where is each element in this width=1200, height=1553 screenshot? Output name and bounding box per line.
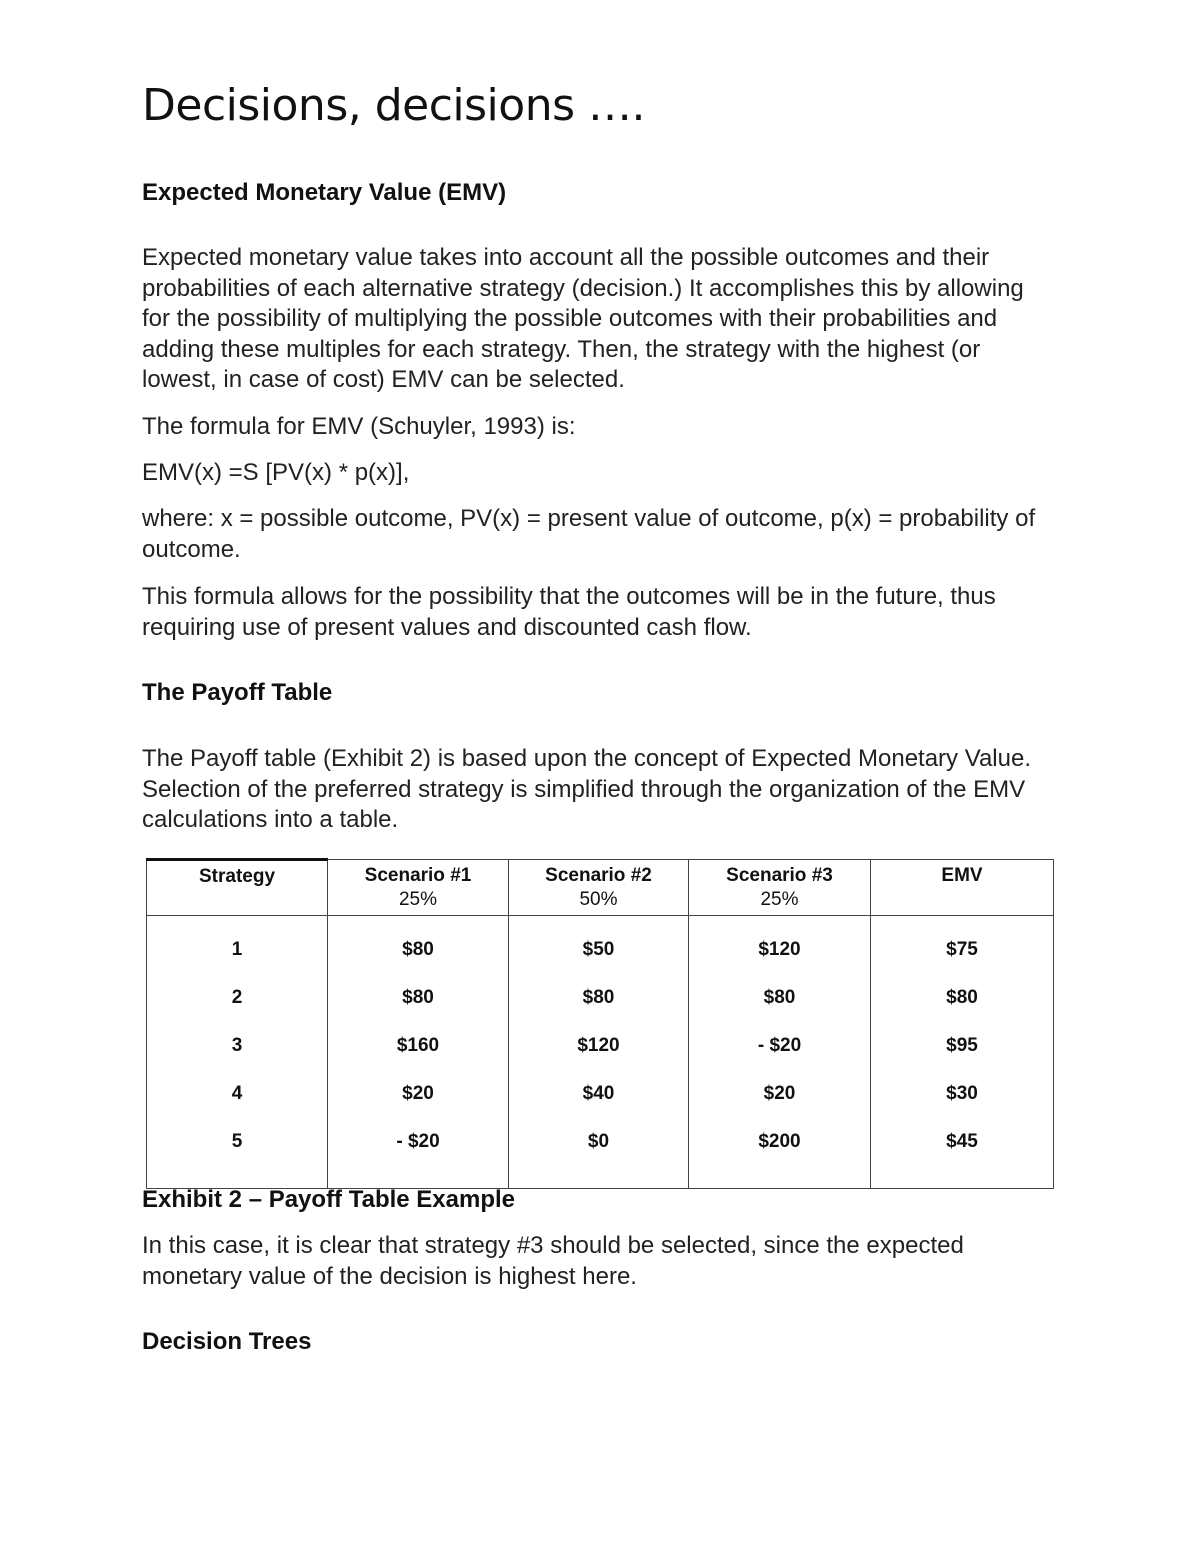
emv-future-note: This formula allows for the possibility that the outcomes will be in the future, thus requiring use of present values and discounted cash flow. <box>142 583 996 641</box>
emv-formula-legend: where: x = possible outcome, PV(x) = present value of outcome, p(x) = probability of outcome. <box>142 505 1036 563</box>
header-scenario-3 <box>689 860 871 916</box>
table-cell: $160 <box>328 1022 509 1070</box>
header-scenario-1 <box>328 860 509 916</box>
table-cell: $120 <box>689 916 871 975</box>
header-label: Scenario #2 <box>545 865 652 886</box>
table-row <box>147 974 1054 1022</box>
table-row <box>147 916 1054 975</box>
table-cell: $0 <box>509 1118 689 1189</box>
table-cell: 2 <box>147 974 328 1022</box>
table-cell: $75 <box>871 916 1054 975</box>
header-label: Strategy <box>198 866 276 887</box>
conclusion-paragraph: In this case, it is clear that strategy #3 should be selected, since the expected monetary value of the decision is highest here. <box>142 1232 964 1290</box>
section-heading-decision-trees: Decision Trees <box>142 1328 312 1355</box>
table-cell: $45 <box>871 1118 1054 1189</box>
table-row <box>147 1118 1054 1189</box>
table-cell: $40 <box>509 1070 689 1118</box>
table-cell: $30 <box>871 1070 1054 1118</box>
table-cell: $80 <box>509 974 689 1022</box>
table-cell: 3 <box>147 1022 328 1070</box>
table-cell: $80 <box>689 974 871 1022</box>
header-strategy <box>147 860 328 916</box>
header-probability: 25% <box>760 889 799 910</box>
header-scenario-2 <box>509 860 689 916</box>
table-cell: $80 <box>328 974 509 1022</box>
emv-formula: EMV(x) =S [PV(x) * p(x)], <box>142 459 410 486</box>
table-header-row <box>147 860 1054 916</box>
header-probability: 50% <box>579 889 618 910</box>
table-row <box>147 1070 1054 1118</box>
header-emv <box>871 860 1054 916</box>
table-cell: - $20 <box>689 1022 871 1070</box>
table-cell: $20 <box>689 1070 871 1118</box>
section-heading-emv: Expected Monetary Value (EMV) <box>142 179 507 206</box>
emv-formula-intro: The formula for EMV (Schuyler, 1993) is: <box>142 413 576 440</box>
table-cell: $120 <box>509 1022 689 1070</box>
table-cell: $95 <box>871 1022 1054 1070</box>
table-row <box>147 1022 1054 1070</box>
table-cell: - $20 <box>328 1118 509 1189</box>
payoff-table-paragraph: The Payoff table (Exhibit 2) is based upon the concept of Expected Monetary Value. Selection of the preferred strategy is simplified through the organization of the EMV calculations into a table. <box>142 745 1031 833</box>
table-cell: $80 <box>328 916 509 975</box>
table-cell: $50 <box>509 916 689 975</box>
payoff-table <box>146 858 1054 1189</box>
exhibit-caption: Exhibit 2 – Payoff Table Example <box>142 1186 516 1213</box>
table-cell: 1 <box>147 916 328 975</box>
section-heading-payoff-table: The Payoff Table <box>142 679 333 706</box>
emv-definition-paragraph: Expected monetary value takes into account all the possible outcomes and their probabilities of each alternative strategy (decision.) It accomplishes this by allowing for the possibility of multiplying the possible outcomes with their probabilities and adding these multiples for each strategy. Then, the strategy with the highest (or lowest, in case of cost) EMV can be selected. <box>142 244 1024 393</box>
table-cell: $20 <box>328 1070 509 1118</box>
header-label: Scenario #1 <box>364 865 472 886</box>
header-label: EMV <box>941 865 983 886</box>
table-cell: $200 <box>689 1118 871 1189</box>
table-cell: 4 <box>147 1070 328 1118</box>
document-title: Decisions, decisions …. <box>142 80 645 131</box>
header-probability: 25% <box>398 889 438 910</box>
header-label: Scenario #3 <box>726 865 833 886</box>
table-cell: $80 <box>871 974 1054 1022</box>
table-cell: 5 <box>147 1118 328 1189</box>
